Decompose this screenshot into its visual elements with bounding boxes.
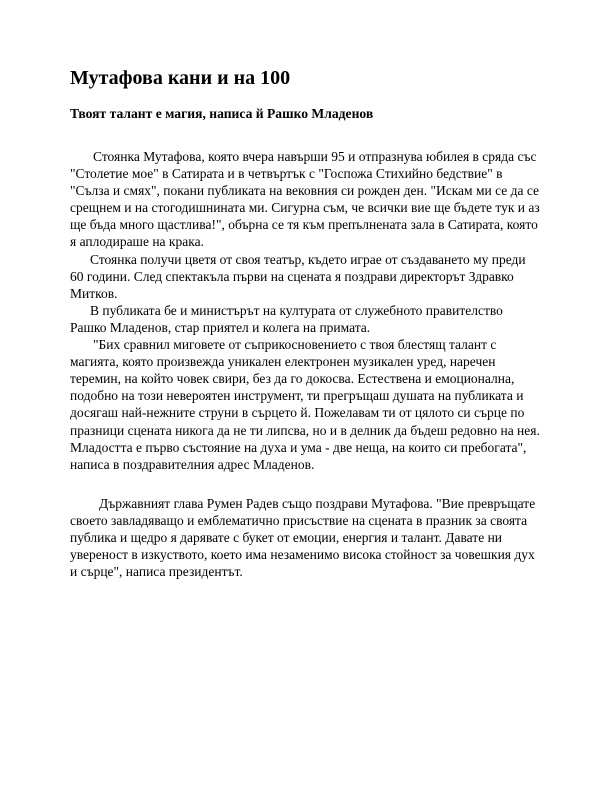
paragraph-1: Стоянка Мутафова, която вчера навърши 95 и отпразнува юбилея в сряда със "Столетие мое" в Сатирата и в четвъртък с "Госпожа Стихийно бедствие" в "Сълза и смях", покани публиката на вековния си рожден ден. "Искам ми се да се срещнем и на стогодишнината ми. Сигурна съм, че всички вие ще бъдете тук и аз ще бъда много щастлива!", обърна се тя към препълнената зала в Сатирата, която я аплодираше на крака. — [70, 149, 540, 250]
paragraph-4: "Бих сравнил миговете от съприкосновението с твоя блестящ талант с магията, която произвежда уникален електронен музикален уред, наречен теремин, на който човек свири, без да го докосва. Естествена и емоционална, подобно на този невероятен инструмент, ти прегръщаш душата на публиката и досягаш най-нежните струни в сърцето й. Пожелавам ти от цялото си сърце по празници сцената никога да не ти липсва, но и в делник да бъдеш редовно на нея. Младостта е първо състояние на духа и ума - две неща, на които си пребогата", написа в поздравителния адрес Младенов. — [70, 337, 540, 472]
paragraph-2: Стоянка получи цветя от своя театър, където играе от създаването му преди 60 години. След спектакъла първи на сцената я поздрави директорът Здравко Митков. — [70, 251, 526, 301]
article-subtitle: Твоят талант е магия, написа й Рашко Младенов — [70, 106, 374, 121]
paragraph-3: В публиката бе и министърът на културата от служебното правителство Рашко Младенов, стар приятел и колега на примата. — [70, 302, 503, 335]
article-body — [70, 148, 540, 580]
paragraph-5: Държавният глава Румен Радев също поздрави Мутафова. "Вие превръщате своето завладяващо и емблематично присъствие на сцената в празник за своята публика и щедро я дарявате с букет от емоции, енергия и талант. Давате ни увереност в изкуството, което има незаменимо висока стойност за човешкия дух и сърце", написа президентът. — [70, 495, 536, 580]
document-page — [70, 66, 540, 580]
article-title: Мутафова кани и на 100 — [70, 67, 291, 89]
